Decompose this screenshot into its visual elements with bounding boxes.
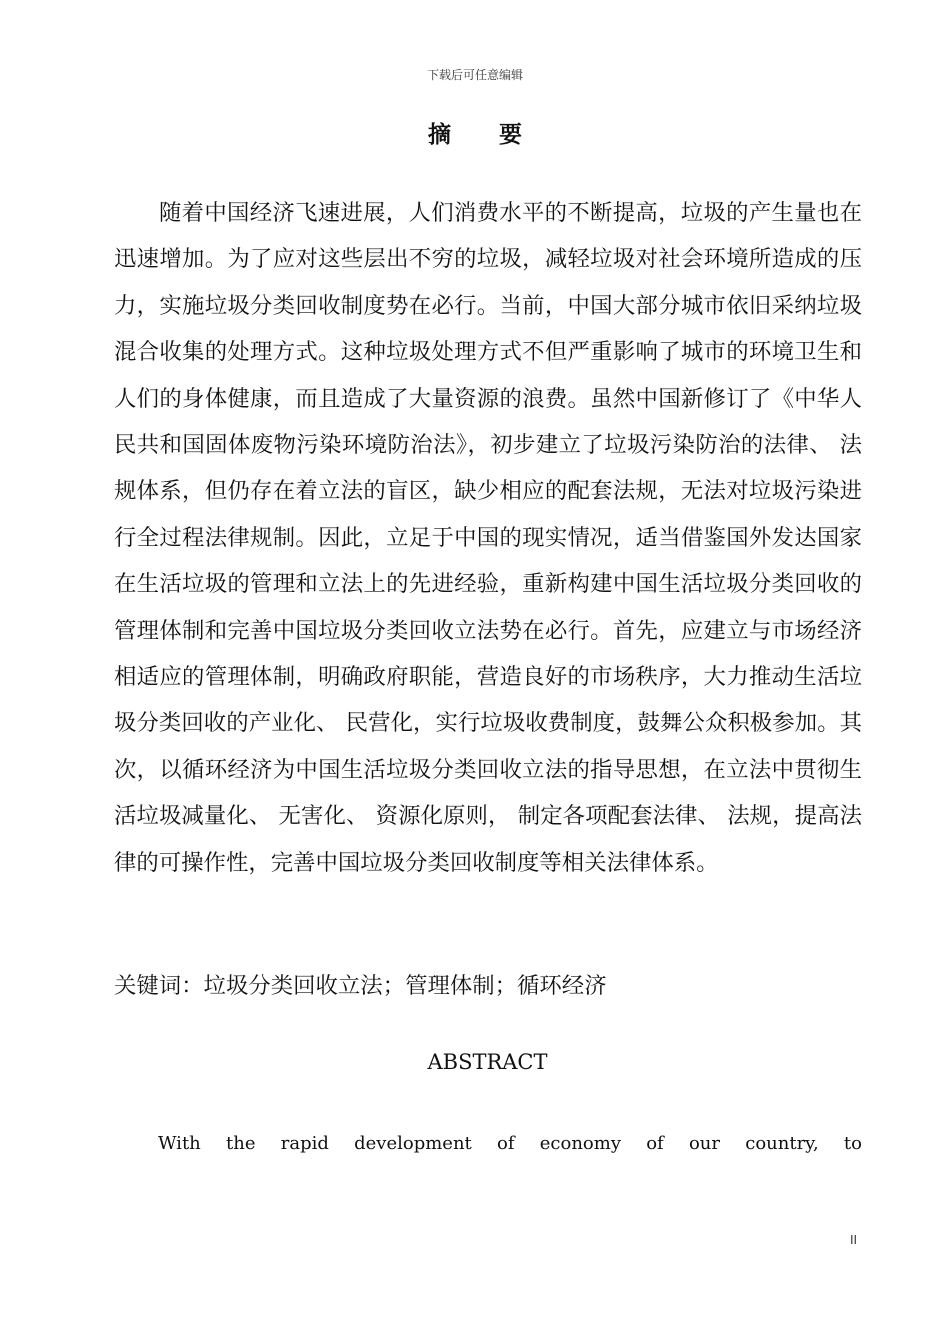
page-header-note: 下载后可任意编辑: [426, 68, 523, 82]
abstract-body-en: With the rapid development of economy of our country, to: [158, 1133, 862, 1154]
abstract-title-zh: 摘 要: [427, 122, 542, 148]
abstract-body-zh: 随着中国经济飞速进展，人们消费水平的不断提高，垃圾的产生量也在迅速增加。为了应对这些层出不穷的垃圾，减轻垃圾对社会环境所造成的压力，实施垃圾分类回收制度势在必行。当前，中国大部分城市依旧采纳垃圾混合收集的处理方式。这种垃圾处理方式不但严重影响了城市的环境卫生和人们的身体健康，而且造成了大量资源的浪费。虽然中国新修订了《中华人民共和国固体废物污染环境防治法》，初步建立了垃圾污染防治的法律、 法规体系，但仍存在着立法的盲区，缺少相应的配套法规，无法对垃圾污染进行全过程法律规制。因此，立足于中国的现实情况，适当借鉴国外发达国家在生活垃圾的管理和立法上的先进经验，重新构建中国生活垃圾分类回收的管理体制和完善中国垃圾分类回收立法势在必行。首先，应建立与市场经济相适应的管理体制，明确政府职能，营造良好的市场秩序，大力推动生活垃圾分类回收的产业化、 民营化，实行垃圾收费制度，鼓舞公众积极参加。其次，以循环经济为中国生活垃圾分类回收立法的指导思想，在立法中贯彻生活垃圾减量化、 无害化、 资源化原则， 制定各项配套法律、 法规，提高法律的可操作性，完善中国垃圾分类回收制度等相关法律体系。: [114, 200, 862, 876]
abstract-keywords-zh: 关键词：垃圾分类回收立法；管理体制；循环经济: [114, 973, 607, 999]
abstract-title-en: ABSTRACT: [427, 1050, 548, 1074]
page-number: II: [850, 1233, 858, 1247]
